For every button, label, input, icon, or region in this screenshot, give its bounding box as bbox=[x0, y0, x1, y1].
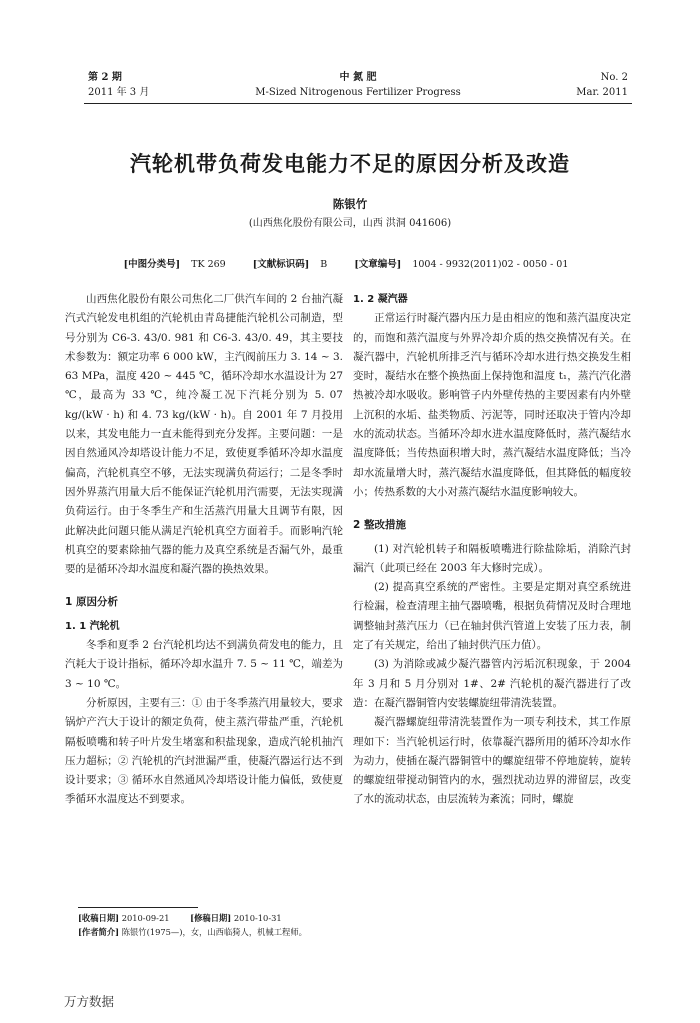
revised-date: 2010-10-31 bbox=[233, 913, 282, 923]
doc-code-label: [文献标识码] bbox=[252, 259, 310, 270]
received-label: [收稿日期] bbox=[78, 913, 120, 923]
paragraph-1-1: 冬季和夏季 2 台汽轮机均达不到满负荷发电的能力，且汽耗大于设计指标，循环冷却水温升 7. 5 ~ 11 ℃，端差为 3 ~ 10 ℃。 bbox=[65, 639, 343, 690]
journal-title-en: M-Sized Nitrogenous Fertilizer Progress bbox=[255, 87, 461, 98]
subsection-heading-1-1: 1. 1 汽轮机 bbox=[65, 620, 120, 632]
journal-title-cn: 中 氮 肥 bbox=[339, 72, 377, 83]
wanfang-watermark: 万方数据 bbox=[64, 994, 115, 1009]
intro-paragraph: 山西焦化股份有限公司焦化二厂供汽车间的 2 台抽汽凝汽式汽轮发电机组的汽轮机由青岛捷能汽轮机公司制造，型号分别为 C6-3. 43/0. 981 和 C6-3. 43/0. 49，其主要技术参数为：额定功率 6 000 kW，主汽阀前压力 3. 14 ~ 3. 63 MPa，温度 420 ~ 445 ℃，循环冷却水水温设计为 27 ℃，最高为 33 ℃，纯冷凝工况下汽耗分别为 5. 07 kg/(kW · h) 和 4. 73 kg/(kW · h)。自 2001 年 7 月投用以来，其发电能力一直未能得到充分发挥。主要问题：一是因自然通风冷却塔设计能力不足，致使夏季循环冷却水温度偏高，汽轮机真空不够，无法实现满负荷运行；二是冬季时因外界蒸汽用量大后不能保证汽轮机用汽需要，无法实现满负荷运行。由于冬季生产和生活蒸汽用量大且调节有限，因此解决此问题只能从满足汽轮机真空方面着手。而影响汽轮机真空的要素除抽气器的能力及真空系统是否漏气外，最重要的是循环冷却水温度和凝汽器的换热效果。 bbox=[65, 293, 343, 576]
left-column bbox=[65, 290, 343, 810]
section-heading-1: 1 原因分析 bbox=[65, 596, 118, 609]
paragraph-1-1-analysis: 分析原因，主要有三：① 由于冬季蒸汽用量较大，要求锅炉产汽大于设计的额定负荷，使主蒸汽带盐严重，汽轮机隔板喷嘴和转子叶片发生堵塞和积盐现象，造成汽轮机抽汽压力超标；② 汽轮机的汽封泄漏严重，使凝汽器运行达不到设计要求；③ 循环水自然通风冷却塔设计能力偏低，致使夏季循环水温度达不到要求。 bbox=[65, 696, 343, 806]
measure-3: (3) 为消除或减少凝汽器管内污垢沉积现象，于 2004 年 3 月和 5 月分别对 1#、2# 汽轮机的凝汽器进行了改造：在凝汽器铜管内安装螺旋纽带清洗装置。 bbox=[353, 658, 631, 709]
received-date: 2010-09-21 bbox=[121, 913, 170, 923]
author-affiliation: (山西焦化股份有限公司，山西 洪洞 041606) bbox=[248, 218, 452, 229]
footnote-rule bbox=[78, 907, 198, 908]
article-no-value: 1004 - 9932(2011)02 - 0050 - 01 bbox=[412, 259, 569, 270]
clc-label: [中图分类号] bbox=[123, 259, 181, 270]
issue-date-en: Mar. 2011 bbox=[576, 87, 628, 98]
article-no-label: [文章编号] bbox=[354, 259, 402, 270]
measure-2: (2) 提高真空系统的严密性。主要是定期对真空系统进行检漏，检查清理主抽气器喷嘴，根据负荷情况及时合理地调整轴封蒸汽压力（已在轴封供汽管道上安装了压力表，制定了有关规定，给出了轴封供汽压力值）。 bbox=[353, 581, 631, 652]
subsection-heading-1-2: 1. 2 凝汽器 bbox=[353, 294, 408, 305]
bio-label: [作者简介] bbox=[78, 927, 120, 937]
issue-date: 2011 年 3 月 bbox=[88, 87, 150, 98]
doc-code-value: B bbox=[320, 259, 328, 270]
measure-1: (1) 对汽轮机转子和隔板喷嘴进行除盐除垢，消除汽封漏汽（此项已经在 2003 年大修时完成）。 bbox=[353, 542, 631, 574]
paper-title: 汽轮机带负荷发电能力不足的原因分析及改造 bbox=[130, 152, 570, 176]
issue-number: 第 2 期 bbox=[88, 72, 122, 83]
revised-label: [修稿日期] bbox=[190, 913, 232, 923]
section-heading-2: 2 整改措施 bbox=[353, 519, 406, 532]
footnote-bio bbox=[78, 926, 307, 939]
measure-3-detail: 凝汽器螺旋纽带清洗装置作为一项专利技术，其工作原理如下：当汽轮机运行时，依靠凝汽器所用的循环冷却水作为动力，使插在凝汽器铜管中的螺旋纽带不停地旋转，旋转的螺旋纽带搅动铜管内的水，强烈扰动边界的滞留层，改变了水的流动状态，由层流转为紊流；同时，螺旋 bbox=[353, 716, 631, 806]
right-column bbox=[353, 290, 631, 810]
paragraph-1-2: 正常运行时凝汽器内压力是由相应的饱和蒸汽温度决定的，而饱和蒸汽温度与外界冷却介质的热交换情况有关。在凝汽器中，汽轮机所排乏汽与循环冷却水进行热交换发生相变时，凝结水在整个换热面上保持饱和温度 t₁，蒸汽汽化潜热被冷却水吸收。影响管子内外壁传热的主要因素有内外壁上沉积的水垢、盐类物质、污泥等，同时还取决于管内冷却水的流动状态。当循环冷却水进水温度降低时，蒸汽凝结水温度降低；当传热面积增大时，蒸汽凝结水温度降低；当冷却水流量增大时，蒸汽凝结水温度降低，但其降低的幅度较小；传热系数的大小对蒸汽凝结水温度影响较大。 bbox=[353, 312, 631, 498]
clc-value: TK 269 bbox=[191, 259, 226, 270]
author-name: 陈银竹 bbox=[332, 197, 368, 211]
header-rule bbox=[84, 103, 632, 104]
bio-text: 陈银竹(1975—)，女，山西临猗人，机械工程师。 bbox=[121, 927, 307, 937]
footnote-dates bbox=[78, 912, 282, 925]
running-header bbox=[88, 70, 628, 100]
issue-no-en: No. 2 bbox=[600, 72, 628, 83]
classification-line bbox=[0, 256, 700, 270]
